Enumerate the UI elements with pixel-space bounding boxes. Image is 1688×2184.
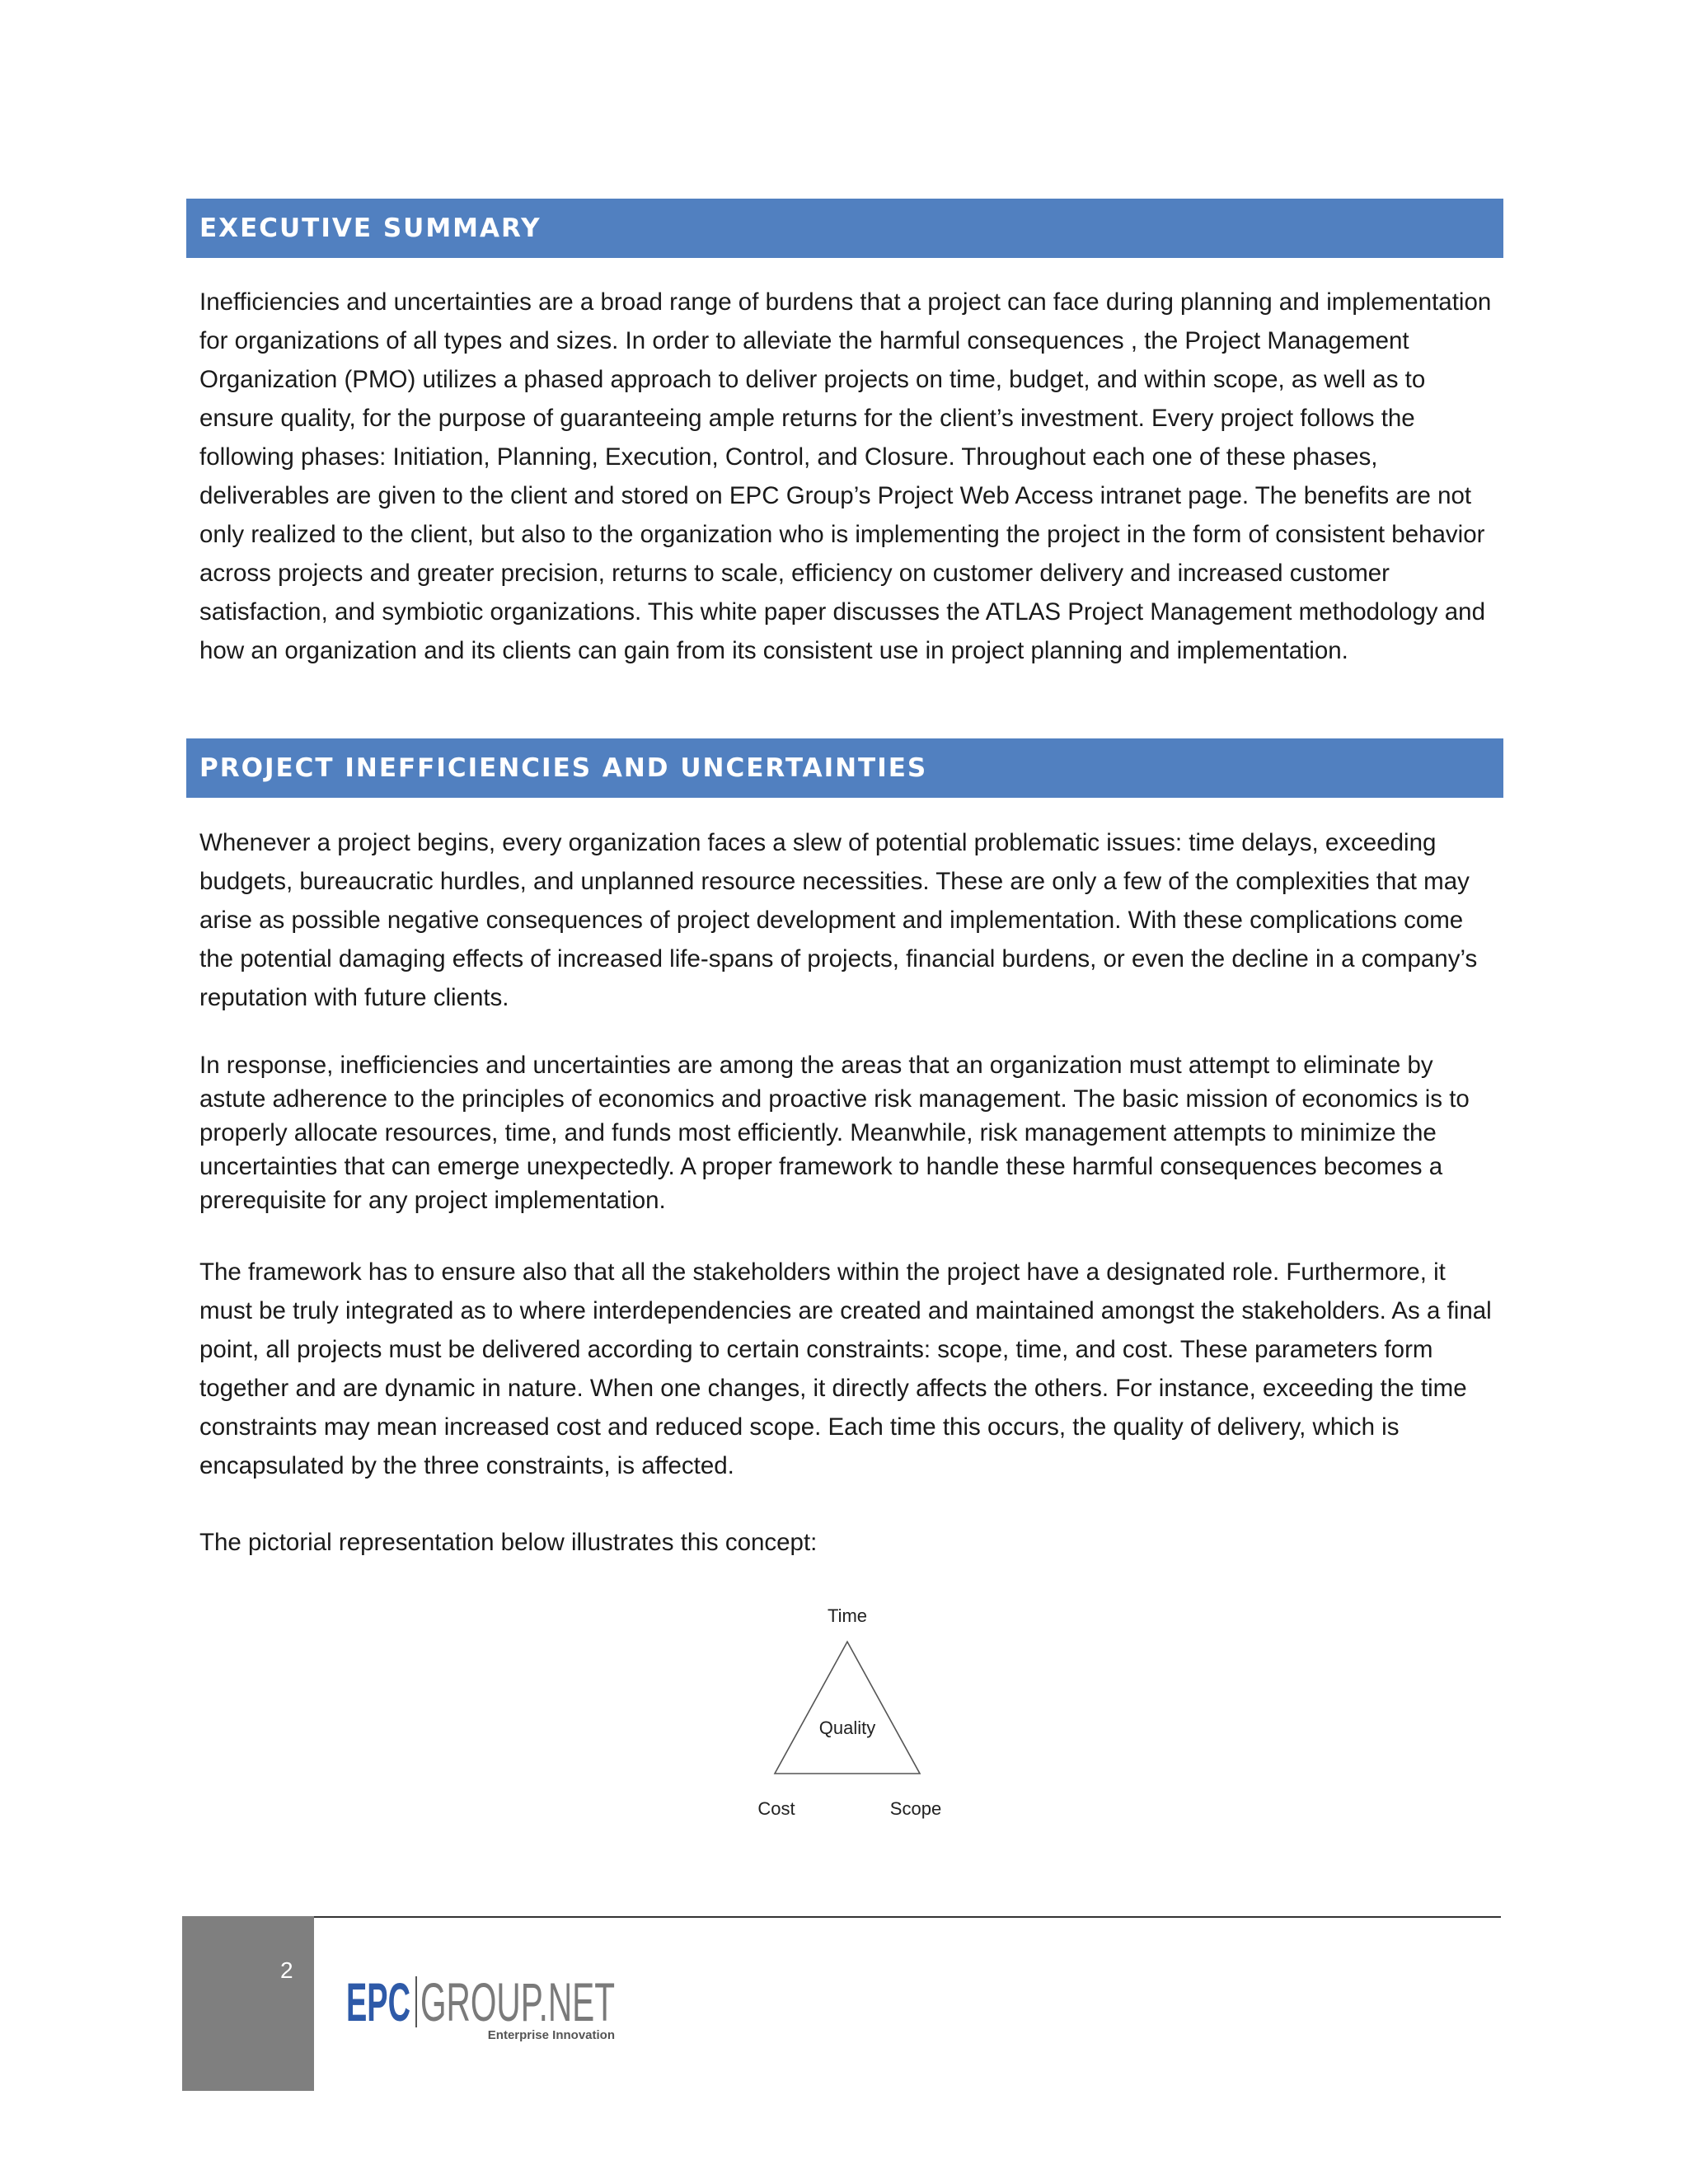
inefficiencies-paragraph-1: Whenever a project begins, every organization faces a slew of potential problematic issues: time delays, exceeding budgets, bureaucratic hurdles, and unplanned resource necessities. These are only a few of the complexities that may arise as possible negative consequences of project development and implementation. With these complications come the potential damaging effects of increased life-spans of projects, financial burdens, or even the decline in a company’s reputation with future clients. xyxy=(199,829,1478,1011)
page-number: 2 xyxy=(280,1957,293,1983)
logo-divider xyxy=(415,1976,417,2027)
epc-group-logo xyxy=(346,1970,618,2044)
logo-tagline: Enterprise Innovation xyxy=(487,2028,615,2042)
section-heading-project-inefficiencies: PROJECT INEFFICIENCIES AND UNCERTAINTIES xyxy=(186,738,1503,798)
diagram-label-quality: Quality xyxy=(818,1718,876,1738)
logo-brand-text: EPC xyxy=(346,1971,410,2032)
constraints-triangle xyxy=(775,1642,920,1774)
inefficiencies-paragraph-4: The pictorial representation below illustrates this concept: xyxy=(199,1529,818,1556)
section-heading-executive-summary: EXECUTIVE SUMMARY xyxy=(186,199,1503,258)
diagram-label-scope: Scope xyxy=(889,1798,942,1819)
inefficiencies-paragraph-3: The framework has to ensure also that all the stakeholders within the project have a designated role. Furthermore, it must be truly integrated as to where interdependencies are created and maintained amongst the stakeholders. As a final point, all projects must be delivered according to certain constraints: scope, time, and cost. These parameters form together and are dynamic in nature. When one changes, it directly affects the others. For instance, exceeding the time constraints may mean increased cost and reduced scope. Each time this occurs, the quality of delivery, which is encapsulated by the three constraints, is affected. xyxy=(199,1258,1492,1479)
executive-summary-paragraph: Inefficiencies and uncertainties are a broad range of burdens that a project can face during planning and implementation for organizations of all types and sizes. In order to alleviate the harmful consequences , the Project Management Organization (PMO) utilizes a phased approach to deliver projects on time, budget, and within scope, as well as to ensure quality, for the purpose of guaranteeing ample returns for the client’s investment. Every project follows the following phases: Initiation, Planning, Execution, Control, and Closure. Throughout each one of these phases, deliverables are given to the client and stored on EPC Group’s Project Web Access intranet page. The benefits are not only realized to the client, but also to the organization who is implementing the project in the form of consistent behavior across projects and greater precision, returns to scale, efficiency on customer delivery and increased customer satisfaction, and symbiotic organizations. This white paper discusses the ATLAS Project Management methodology and how an organization and its clients can gain from its consistent use in project planning and implementation. xyxy=(199,288,1492,664)
project-constraints-triangle-diagram xyxy=(725,1599,973,1830)
inefficiencies-paragraph-2: In response, inefficiencies and uncertainties are among the areas that an organization must attempt to eliminate by astute adherence to the principles of economics and proactive risk management. The basic mission of economics is to properly allocate resources, time, and funds most efficiently. Meanwhile, risk management attempts to minimize the uncertainties that can emerge unexpectedly. A proper framework to handle these harmful consequences becomes a prerequisite for any project implementation. xyxy=(199,1052,1470,1214)
footer-divider xyxy=(314,1916,1501,1918)
footer-page-number-box xyxy=(182,1916,314,2091)
diagram-label-time: Time xyxy=(827,1605,868,1626)
diagram-label-cost: Cost xyxy=(757,1798,795,1819)
logo-domain-text: GROUP.NET xyxy=(420,1971,615,2032)
